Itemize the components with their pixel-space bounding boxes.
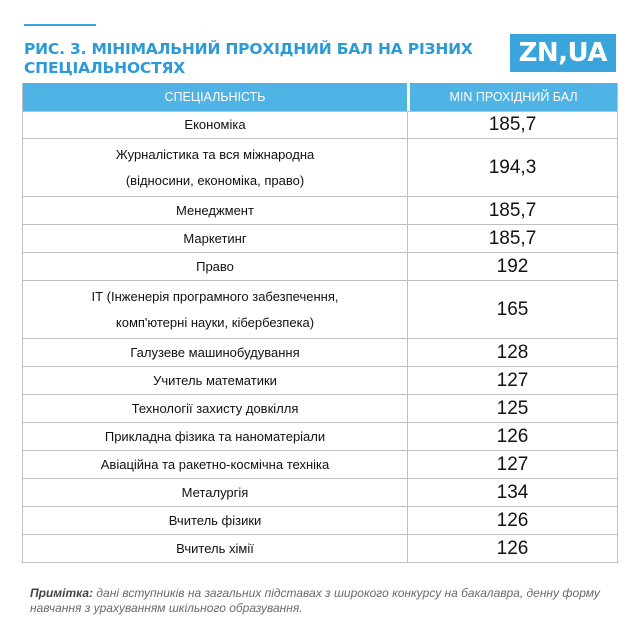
header-specialty: СПЕЦІАЛЬНІСТЬ: [23, 83, 410, 111]
specialty-line: Маркетинг: [183, 230, 247, 246]
table-row: [23, 450, 617, 478]
specialty-cell: [23, 423, 408, 450]
page-title: РИС. 3. МІНІМАЛЬНИЙ ПРОХІДНИЙ БАЛ НА РІЗНИХ СПЕЦІАЛЬНОСТЯХ: [24, 40, 473, 77]
specialty-cell: [23, 507, 408, 534]
score-cell: 185,7: [488, 114, 537, 135]
specialty-line: Галузеве машинобудування: [130, 344, 300, 360]
specialty-cell: [23, 139, 408, 196]
footnote: [30, 586, 610, 616]
score-cell: 126: [496, 509, 529, 531]
specialty-cell: [23, 479, 408, 506]
table-row: [23, 394, 617, 422]
table-row: [23, 478, 617, 506]
specialty-line: Економіка: [184, 117, 246, 132]
score-cell: 194,3: [488, 156, 537, 178]
score-cell: 185,7: [488, 199, 537, 221]
specialty-cell: [23, 253, 408, 280]
score-cell: 127: [496, 453, 529, 475]
table-row: [23, 252, 617, 280]
scores-table: [22, 83, 618, 563]
score-cell: 126: [496, 425, 529, 447]
specialty-cell: [23, 225, 408, 252]
specialty-line: Журналістика та вся міжнародна: [115, 146, 315, 162]
zn-ua-logo: ZN,UA: [510, 34, 616, 72]
score-cell: 185,7: [488, 227, 537, 249]
specialty-line: Технології захисту довкілля: [131, 400, 299, 416]
header-min-score: MIN ПРОХІДНИЙ БАЛ: [410, 83, 617, 111]
score-cell: 134: [496, 481, 529, 503]
score-cell: 165: [496, 298, 529, 320]
table-row: [23, 366, 617, 394]
specialty-line: ІТ (Інженерія програмного забезпечення,: [91, 288, 339, 304]
footnote-text: дані вступників на загальних підставах з широкого конкурсу на бакалавра, денну форму навчання з урахуванням шкільного образування.: [30, 586, 600, 615]
specialty-line: Право: [196, 258, 234, 274]
specialty-line: Прикладна фізика та наноматеріали: [104, 428, 326, 444]
table-body: [23, 111, 617, 562]
table-row: [23, 111, 617, 138]
table-row: [23, 196, 617, 224]
specialty-cell: [23, 451, 408, 478]
specialty-line: Вчитель фізики: [168, 512, 262, 528]
table-row: [23, 534, 617, 562]
top-accent-line: [24, 24, 96, 26]
specialty-cell: [23, 367, 408, 394]
score-cell: 127: [496, 369, 529, 391]
specialty-cell: [23, 112, 408, 138]
specialty-line: Учитель математики: [153, 372, 277, 388]
specialty-line: (відносини, економіка, право): [125, 172, 305, 188]
specialty-line: Авіаційна та ракетно-космічна техніка: [100, 456, 330, 472]
specialty-line: Вчитель хімії: [176, 540, 254, 556]
score-cell: 125: [496, 397, 529, 419]
specialty-cell: [23, 281, 408, 338]
specialty-line: Менеджмент: [176, 202, 254, 218]
specialty-cell: [23, 339, 408, 366]
specialty-cell: [23, 395, 408, 422]
table-row: [23, 338, 617, 366]
table-row: [23, 280, 617, 338]
table-row: [23, 422, 617, 450]
score-cell: 126: [496, 537, 529, 559]
specialty-cell: [23, 535, 408, 562]
table-row: [23, 138, 617, 196]
score-cell: 192: [496, 255, 529, 277]
footnote-label: Примітка:: [30, 586, 94, 600]
score-cell: 128: [496, 341, 529, 363]
specialty-cell: [23, 197, 408, 224]
specialty-line: комп'ютерні науки, кібербезпека): [115, 314, 315, 330]
specialty-line: Металургія: [181, 484, 249, 500]
table-header: [23, 83, 617, 111]
table-row: [23, 506, 617, 534]
table-row: [23, 224, 617, 252]
